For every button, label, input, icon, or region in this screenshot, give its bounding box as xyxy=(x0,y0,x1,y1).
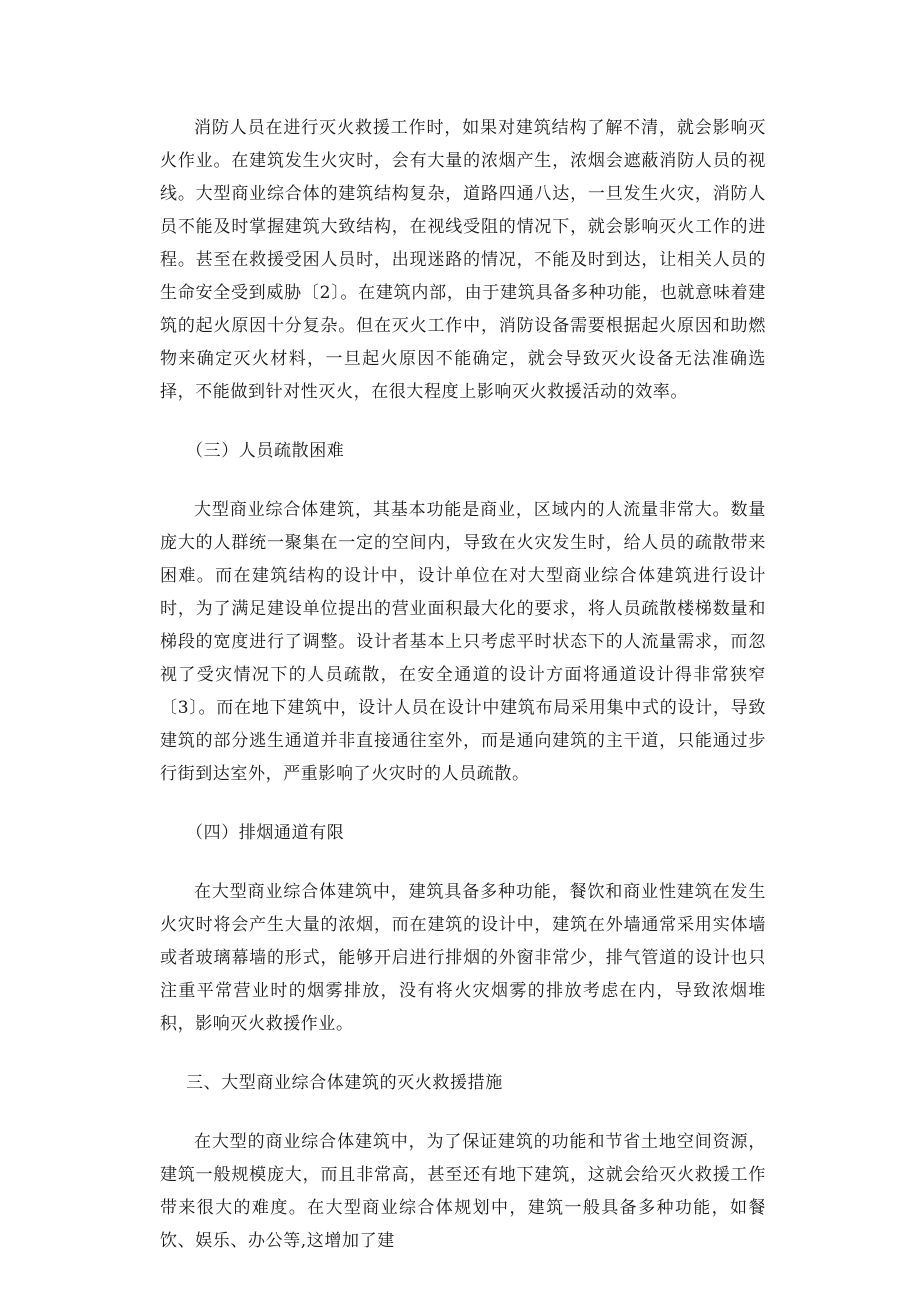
document-page xyxy=(160,112,766,1258)
heading-section-rescue-measures: 三、大型商业综合体建筑的灭火救援措施 xyxy=(186,1073,503,1093)
paragraph-building-structure: 消防人员在进行灭火救援工作时，如果对建筑结构了解不清，就会影响灭火作业。在建筑发生火灾时，会有大量的浓烟产生，浓烟会遮蔽消防人员的视线。大型商业综合体的建筑结构复杂，道路四通八达，一旦发生火灾，消防人员不能及时掌握建筑大致结构，在视线受阻的情况下，就会影响灭火工作的进程。甚至在救援受困人员时，出现迷路的情况，不能及时到达，让相关人员的生命安全受到威胁〔2〕。在建筑内部，由于建筑具备多种功能，也就意味着建筑的起火原因十分复杂。但在灭火工作中，消防设备需要根据起火原因和助燃物来确定灭火材料，一旦起火原因不能确定，就会导致灭火设备无法准确选择，不能做到针对性灭火，在很大程度上影响灭火救援活动的效率。 xyxy=(160,118,766,402)
paragraph-rescue-measures: 在大型的商业综合体建筑中，为了保证建筑的功能和节省土地空间资源，建筑一般规模庞大，而且非常高，甚至还有地下建筑，这就会给灭火救援工作带来很大的难度。在大型商业综合体规划中，建筑一般具备多种功能，如餐饮、娱乐、办公等,这增加了建 xyxy=(160,1132,766,1251)
paragraph-smoke-exhaust: 在大型商业综合体建筑中，建筑具备多种功能，餐饮和商业性建筑在发生火灾时将会产生大量的浓烟，而在建筑的设计中，建筑在外墙通常采用实体墙或者玻璃幕墙的形式，能够开启进行排烟的外窗非常少，排气管道的设计也只注重平常营业时的烟雾排放，没有将火灾烟雾的排放考虑在内，导致浓烟堆积，影响灭火救援作业。 xyxy=(160,882,766,1034)
heading-smoke-exhaust-limited: （四）排烟通道有限 xyxy=(186,823,345,843)
heading-evacuation-difficulty: （三）人员疏散困难 xyxy=(186,441,345,461)
paragraph-evacuation: 大型商业综合体建筑，其基本功能是商业，区域内的人流量非常大。数量庞大的人群统一聚集在一定的空间内，导致在火灾发生时，给人员的疏散带来困难。而在建筑结构的设计中，设计单位在对大型商业综合体建筑进行设计时，为了满足建设单位提出的营业面积最大化的要求，将人员疏散楼梯数量和梯段的宽度进行了调整。设计者基本上只考虑平时状态下的人流量需求，而忽视了受灾情况下的人员疏散，在安全通道的设计方面将通道设计得非常狭窄〔3〕。而在地下建筑中，设计人员在设计中建筑布局采用集中式的设计，导致建筑的部分逃生通道并非直接通往室外，而是通向建筑的主干道，只能通过步行街到达室外，严重影响了火灾时的人员疏散。 xyxy=(160,500,766,784)
